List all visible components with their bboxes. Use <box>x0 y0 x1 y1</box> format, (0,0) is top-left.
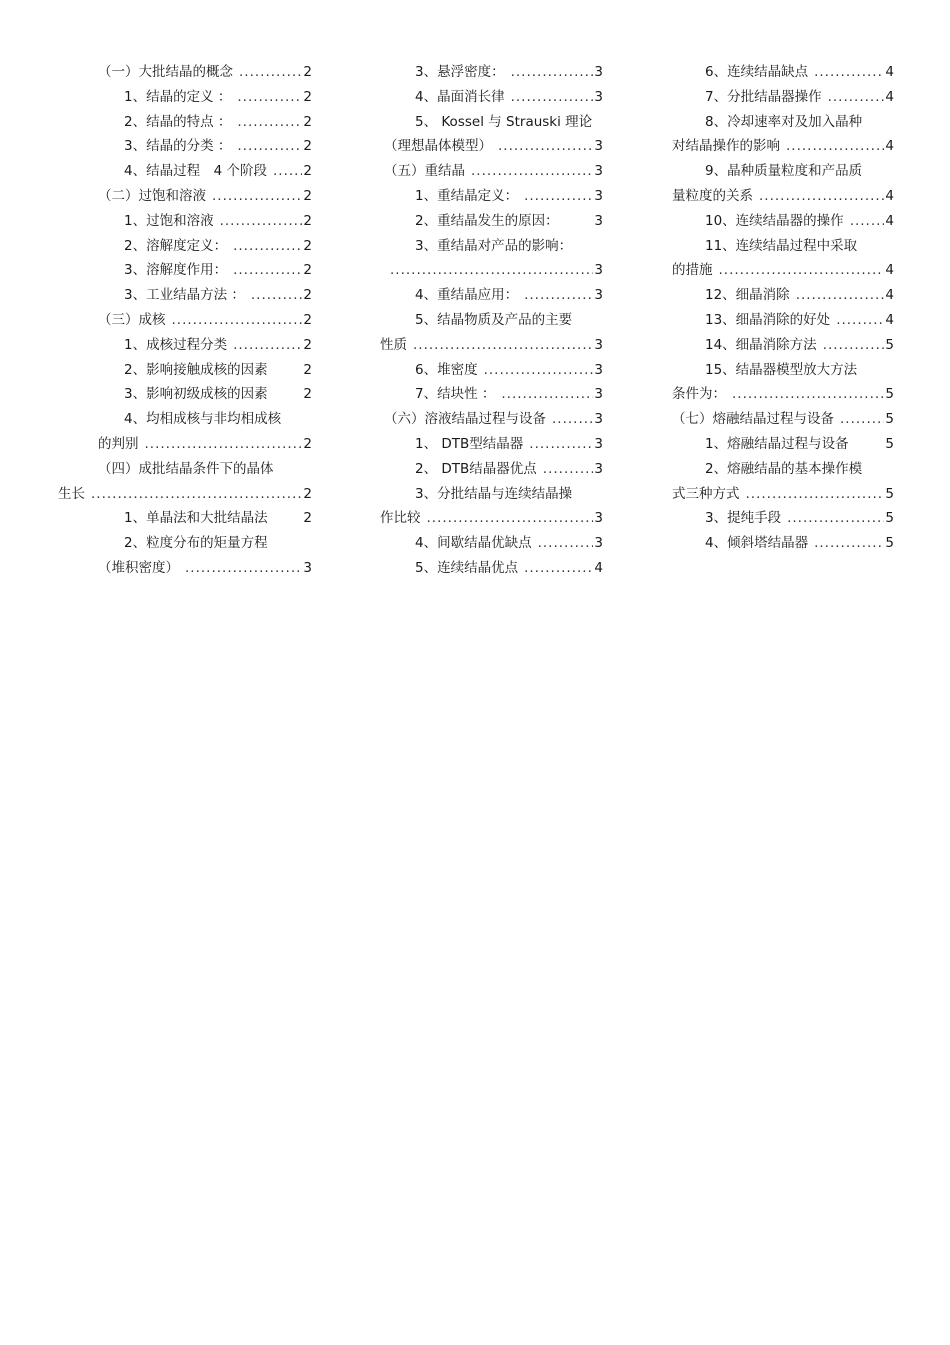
toc-page-number: 5 <box>885 485 894 502</box>
toc-page-number: 3 <box>594 287 603 304</box>
dot-leader <box>518 184 593 209</box>
toc-page-number: 4 <box>885 138 894 155</box>
toc-entry-title: 2、重结晶发生的原因： <box>415 212 559 229</box>
dot-leader <box>233 60 302 85</box>
toc-entry-title-line1: 5、结晶物质及产品的主要 <box>415 311 573 328</box>
toc-page-number: 5 <box>885 535 894 552</box>
dot-leader <box>844 209 885 234</box>
toc-page-number: 4 <box>885 212 894 229</box>
toc-entry[interactable] <box>380 556 603 581</box>
toc-page-number: 4 <box>885 88 894 105</box>
toc-page-number: 2 <box>303 138 312 155</box>
toc-page-number: 2 <box>303 237 312 254</box>
dot-leader <box>166 308 303 333</box>
toc-entry[interactable] <box>58 258 312 283</box>
toc-page-number: 3 <box>303 559 312 576</box>
dot-leader <box>231 134 302 159</box>
toc-entry-title: 6、堆密度 <box>415 361 478 378</box>
toc-page-number: 4 <box>885 64 894 80</box>
toc-entry-title-line1: 11、连续结晶过程中采取 <box>705 237 858 254</box>
toc-entry-title: 1、 DTB型结晶器 <box>415 435 524 452</box>
dot-leader <box>139 432 303 457</box>
toc-page-number: 4 <box>594 559 603 576</box>
toc-entry[interactable] <box>58 308 312 333</box>
dot-leader <box>808 531 884 556</box>
toc-entry[interactable] <box>672 457 894 507</box>
toc-entry-title: （三）成核 <box>98 311 166 328</box>
toc-entry[interactable] <box>380 60 603 85</box>
toc-entry-title: 7、分批结晶器操作 <box>705 88 822 105</box>
toc-entry-title: （一）大批结晶的概念 <box>98 64 233 80</box>
toc-entry[interactable] <box>58 333 312 358</box>
dot-leader <box>790 283 885 308</box>
dot-leader <box>206 184 302 209</box>
toc-entry-title: 量粒度的关系 <box>672 187 753 204</box>
toc-page-number: 5 <box>885 510 894 527</box>
toc-page-number: 2 <box>303 113 312 130</box>
toc-page-number: 3 <box>594 510 603 527</box>
toc-page-number: 3 <box>594 460 603 477</box>
dot-leader <box>834 407 884 432</box>
dot-leader <box>753 184 884 209</box>
toc-entry[interactable] <box>380 234 603 284</box>
toc-entry-title: （理想晶体模型） <box>384 138 492 155</box>
dot-leader <box>227 234 302 259</box>
toc-page-number: 2 <box>303 163 312 180</box>
toc-entry[interactable] <box>672 209 894 234</box>
toc-page-number: 2 <box>303 212 312 229</box>
toc-entry[interactable] <box>672 308 894 333</box>
toc-entry-title: （六）溶液结晶过程与设备 <box>384 411 546 428</box>
toc-entry[interactable] <box>58 407 312 457</box>
toc-entry-title: 1、成核过程分类 <box>124 336 228 353</box>
toc-entry-title-line1: 3、重结晶对产品的影响： <box>415 237 573 254</box>
toc-entry-title: 1、结晶的定义 ： <box>124 88 232 105</box>
toc-entry[interactable] <box>380 209 603 234</box>
toc-page-number: 3 <box>594 64 603 80</box>
toc-entry[interactable] <box>58 234 312 259</box>
toc-page-number: 3 <box>594 262 603 279</box>
dot-leader <box>532 531 594 556</box>
toc-entry[interactable] <box>672 110 894 160</box>
toc-page-number: 3 <box>594 336 603 353</box>
toc-entry[interactable] <box>672 333 894 358</box>
dot-leader <box>478 358 594 383</box>
toc-entry[interactable] <box>380 432 603 457</box>
toc-page-number: 4 <box>885 287 894 304</box>
toc-page-number: 4 <box>885 187 894 204</box>
dot-leader <box>546 407 593 432</box>
toc-page-number: 2 <box>303 88 312 105</box>
dot-leader <box>495 382 593 407</box>
toc-entry[interactable] <box>672 159 894 209</box>
dot-leader <box>267 159 302 184</box>
toc-entry-title: 4、重结晶应用： <box>415 287 519 304</box>
toc-entry[interactable] <box>672 531 894 556</box>
toc-entry[interactable] <box>58 134 312 159</box>
toc-page-number: 3 <box>594 163 603 180</box>
toc-page-number: 3 <box>594 212 603 229</box>
toc-entry-title-line1: 4、均相成核与非均相成核 <box>124 411 282 428</box>
toc-entry[interactable] <box>58 457 312 507</box>
toc-entry[interactable] <box>58 382 312 407</box>
dot-leader <box>384 258 593 283</box>
toc-entry[interactable] <box>672 234 894 284</box>
toc-page-number: 3 <box>594 187 603 204</box>
toc-entry-title: 2、影响接触成核的因素 <box>124 361 268 378</box>
dot-leader <box>407 333 593 358</box>
toc-entry-title: 1、过饱和溶液 <box>124 212 214 229</box>
toc-entry-title: 3、结晶的分类 ： <box>124 138 232 155</box>
toc-entry[interactable] <box>672 85 894 110</box>
toc-entry[interactable] <box>380 531 603 556</box>
dot-leader <box>518 283 593 308</box>
toc-entry[interactable] <box>672 407 894 432</box>
toc-entry[interactable] <box>672 358 894 408</box>
toc-page-number: 2 <box>303 311 312 328</box>
toc-entry-title-line1: 8、冷却速率对及加入晶种 <box>705 113 863 130</box>
toc-entry[interactable] <box>58 506 312 531</box>
toc-entry-title: 3、提纯手段 <box>705 510 782 527</box>
toc-entry[interactable] <box>380 358 603 383</box>
toc-entry-title: 12、细晶消除 <box>705 287 790 304</box>
toc-column-1 <box>58 60 312 581</box>
toc-entry-title: 条件为： <box>672 386 726 403</box>
toc-entry-title: 4、倾斜塔结晶器 <box>705 535 809 552</box>
dot-leader <box>179 556 302 581</box>
dot-leader <box>808 60 884 85</box>
toc-entry-title: 3、溶解度作用： <box>124 262 228 279</box>
dot-leader <box>231 110 302 135</box>
toc-entry[interactable] <box>58 209 312 234</box>
dot-leader <box>421 506 594 531</box>
dot-leader <box>781 506 884 531</box>
toc-entry-title: 3、影响初级成核的因素 <box>124 386 268 403</box>
toc-page-number: 3 <box>594 411 603 428</box>
toc-page-number: 5 <box>885 435 894 452</box>
dot-leader <box>518 556 593 581</box>
toc-page-number: 3 <box>594 138 603 155</box>
toc-entry-title-line1: （四）成批结晶条件下的晶体 <box>98 460 274 477</box>
toc-entry-title: （五）重结晶 <box>384 163 465 180</box>
toc-entry[interactable] <box>380 184 603 209</box>
dot-leader <box>245 283 303 308</box>
toc-page-number: 3 <box>594 535 603 552</box>
toc-entry-title-line1: 3、分批结晶与连续结晶操 <box>415 485 573 502</box>
toc-entry[interactable] <box>58 283 312 308</box>
toc-page-number: 2 <box>303 287 312 304</box>
toc-page-number: 5 <box>885 411 894 428</box>
toc-entry-title: 3、悬浮密度： <box>415 64 505 80</box>
toc-entry-title: 1、熔融结晶过程与设备 <box>705 435 849 452</box>
toc-entry[interactable] <box>380 110 603 160</box>
toc-entry-title: 1、重结晶定义： <box>415 187 519 204</box>
toc-entry[interactable] <box>58 531 312 581</box>
toc-page-number: 5 <box>885 386 894 403</box>
dot-leader <box>523 432 593 457</box>
toc-entry-title: 7、结块性 ： <box>415 386 496 403</box>
toc-page-number: 3 <box>594 386 603 403</box>
dot-leader <box>214 209 303 234</box>
toc-page-number: 2 <box>303 336 312 353</box>
toc-page-number: 2 <box>303 386 312 403</box>
toc-page-number: 2 <box>303 485 312 502</box>
toc-entry-title: 4、晶面消长律 <box>415 88 505 105</box>
toc-entry[interactable] <box>58 110 312 135</box>
toc-page-number: 2 <box>303 187 312 204</box>
toc-entry[interactable] <box>380 407 603 432</box>
toc-entry[interactable] <box>58 184 312 209</box>
toc-entry-title: 13、细晶消除的好处 <box>705 311 831 328</box>
toc-page-number: 5 <box>885 336 894 353</box>
dot-leader <box>740 482 885 507</box>
toc-page-number: 2 <box>303 435 312 452</box>
dot-leader <box>505 60 594 85</box>
toc-entry-title: 的措施 <box>672 262 713 279</box>
dot-leader <box>713 258 885 283</box>
toc-entry[interactable] <box>58 358 312 383</box>
dot-leader <box>492 134 593 159</box>
toc-page-number: 2 <box>303 510 312 527</box>
toc-entry-title: 2、溶解度定义： <box>124 237 228 254</box>
dot-leader <box>537 457 594 482</box>
toc-page-number: 2 <box>303 361 312 378</box>
toc-page-number: 4 <box>885 262 894 279</box>
toc-entry-title: 3、工业结晶方法 ： <box>124 287 245 304</box>
toc-entry[interactable] <box>380 159 603 184</box>
toc-page-number: 2 <box>303 262 312 279</box>
dot-leader <box>85 482 302 507</box>
toc-entry-title: 式三种方式 <box>672 485 740 502</box>
dot-leader <box>505 85 594 110</box>
toc-entry-title: 6、连续结晶缺点 <box>705 64 809 80</box>
toc-entry[interactable] <box>380 283 603 308</box>
dot-leader <box>231 85 302 110</box>
toc-entry-title-line1: 2、熔融结晶的基本操作模 <box>705 460 863 477</box>
toc-page-number: 3 <box>594 88 603 105</box>
toc-entry-title: 性质 <box>380 336 407 353</box>
toc-entry[interactable] <box>672 506 894 531</box>
toc-entry[interactable] <box>58 85 312 110</box>
dot-leader <box>822 85 885 110</box>
dot-leader <box>780 134 884 159</box>
toc-entry[interactable] <box>672 432 894 457</box>
toc-page-number: 3 <box>594 361 603 378</box>
toc-entry-title-line1: 15、结晶器模型放大方法 <box>705 361 858 378</box>
toc-entry-title: 2、 DTB结晶器优点 <box>415 460 537 477</box>
toc-column-2 <box>380 60 603 581</box>
toc-entry-title: 4、间歇结晶优缺点 <box>415 535 532 552</box>
toc-entry[interactable] <box>380 482 603 532</box>
dot-leader <box>817 333 885 358</box>
toc-entry-title: （七）熔融结晶过程与设备 <box>672 411 834 428</box>
toc-entry-title: 作比较 <box>380 510 421 527</box>
toc-page-number: 4 <box>885 311 894 328</box>
toc-column-3 <box>672 60 894 556</box>
toc-page-number: 2 <box>303 64 312 80</box>
toc-entry-title: 2、结晶的特点 ： <box>124 113 232 130</box>
dot-leader <box>465 159 593 184</box>
dot-leader <box>227 258 302 283</box>
toc-entry-title: 生长 <box>58 485 85 502</box>
toc-entry[interactable] <box>380 382 603 407</box>
toc-entry-title: 的判别 <box>98 435 139 452</box>
toc-entry[interactable] <box>380 457 603 482</box>
dot-leader <box>830 308 884 333</box>
toc-entry-title: （二）过饱和溶液 <box>98 187 206 204</box>
toc-page-number: 3 <box>594 435 603 452</box>
toc-entry-title: 5、连续结晶优点 <box>415 559 519 576</box>
toc-entry[interactable] <box>58 159 312 184</box>
toc-entry[interactable] <box>672 60 894 85</box>
toc-entry-title-line1: 5、 Kossel 与 Strauski 理论 <box>415 113 593 130</box>
dot-leader <box>726 382 884 407</box>
toc-entry-title: 1、单晶法和大批结晶法 <box>124 510 268 527</box>
dot-leader <box>227 333 302 358</box>
toc-entry-title: 14、细晶消除方法 <box>705 336 817 353</box>
toc-entry[interactable] <box>380 308 603 358</box>
toc-entry-title-line1: 9、晶种质量粒度和产品质 <box>705 163 863 180</box>
toc-entry-title: （堆积密度） <box>98 559 179 576</box>
toc-entry-title: 4、结晶过程 4 个阶段 <box>124 163 267 180</box>
toc-entry[interactable] <box>672 283 894 308</box>
toc-entry-title-line1: 2、粒度分布的矩量方程 <box>124 535 268 552</box>
toc-entry-title: 对结晶操作的影响 <box>672 138 780 155</box>
toc-entry[interactable] <box>380 85 603 110</box>
toc-entry-title: 10、连续结晶器的操作 <box>705 212 844 229</box>
toc-entry[interactable] <box>58 60 312 85</box>
